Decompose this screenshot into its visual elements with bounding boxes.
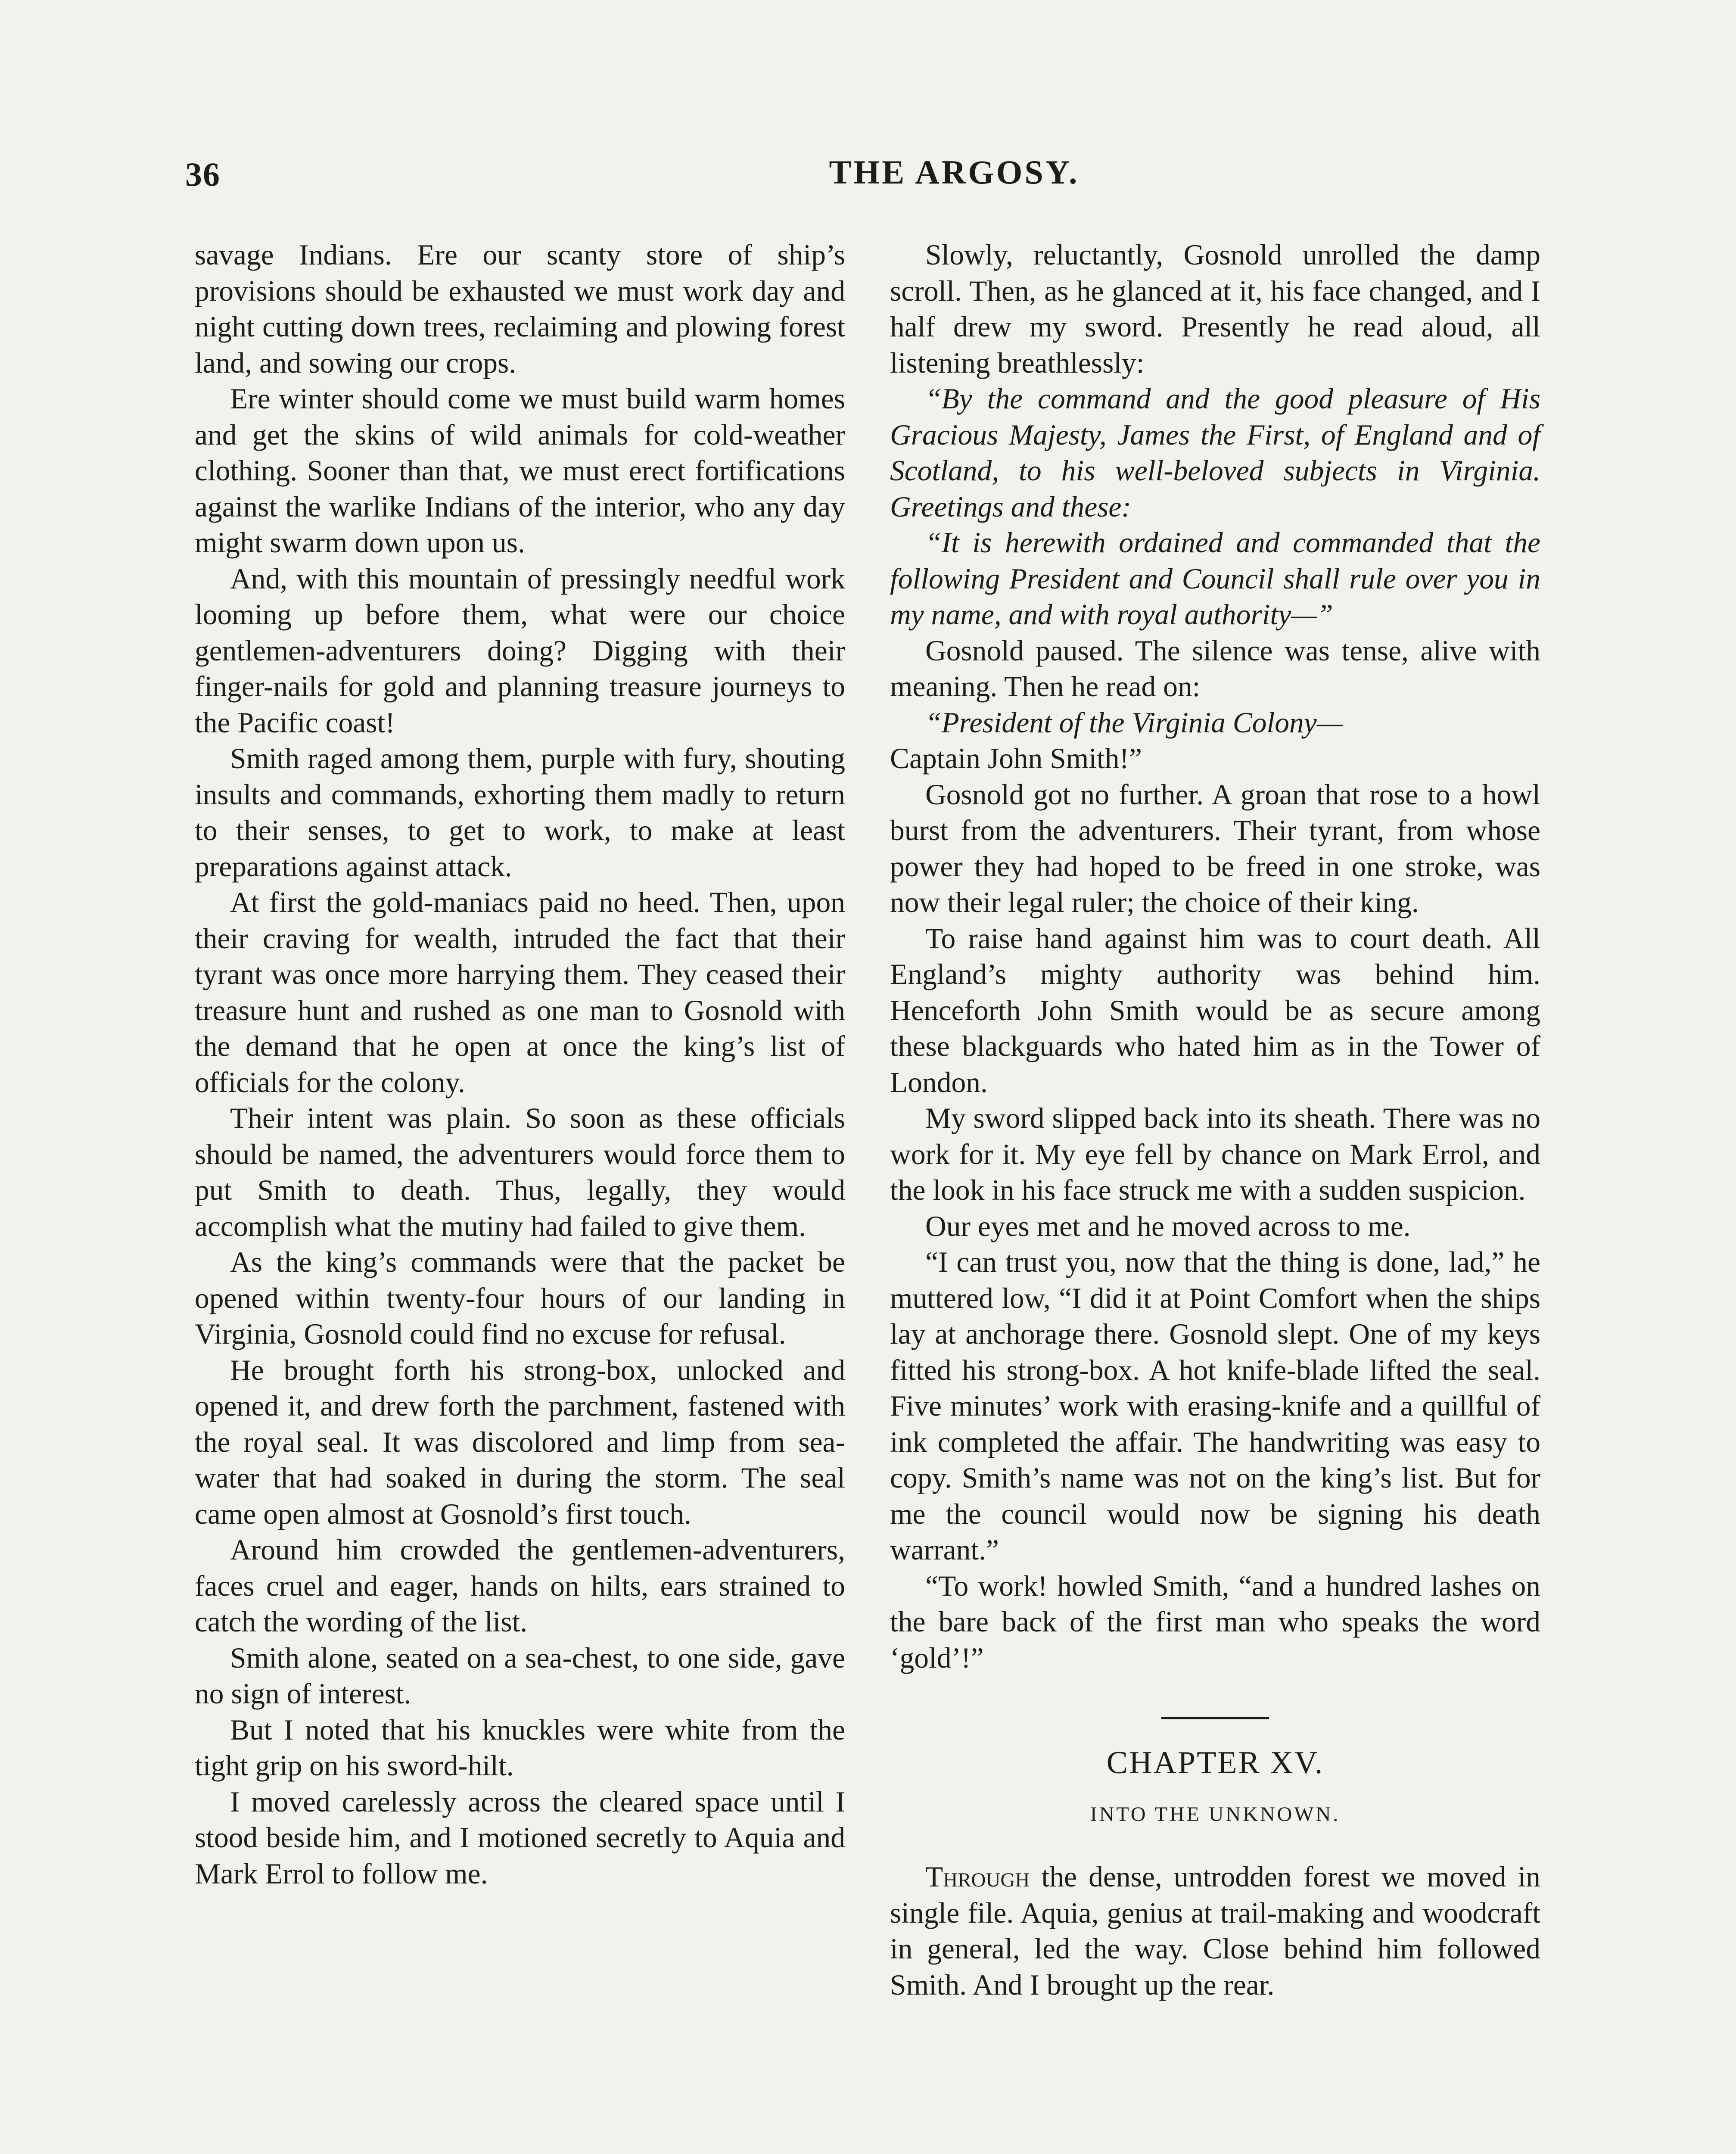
paragraph: My sword slipped back into its sheath. There was no work for it. My eye fell by chance on Mark Errol, and the look in his face struck me with a sudden suspicion. <box>890 1102 1540 1206</box>
paragraph: savage Indians. Ere our scanty store of ship’s provisions should be exhausted we must work day and night cutting down trees, reclaiming and plowing forest land, and sowing our crops. <box>195 239 845 379</box>
chapter-opening-text: the dense, untrodden forest we moved in single file. Aquia, genius at trail-making and woodcraft in general, led the way. Close behind him followed Smith. And I brought up the rear. <box>890 1861 1540 2001</box>
paragraph: “To work! howled Smith, “and a hundred lashes on the bare back of the first man who speaks the word ‘gold’!” <box>890 1569 1540 1674</box>
paragraph: Gosnold got no further. A groan that rose to a howl burst from the adventurers. Their tyrant, from whose power they had hoped to be freed in one stroke, was now their legal ruler; the choice of their king. <box>890 778 1540 918</box>
paragraph: I moved carelessly across the cleared space until I stood beside him, and I motioned secretly to Aquia and Mark Errol to follow me. <box>195 1785 845 1890</box>
paragraph: And, with this mountain of pressingly needful work looming up before them, what were our choice gentlemen-adventurers doing? Digging with their finger-nails for gold and planning treasure journeys to the Pacific coast! <box>195 562 845 739</box>
proclamation-paragraph: “It is herewith ordained and commanded that the following President and Council shall rule over you in my name, and with royal authority—” <box>890 526 1540 631</box>
paragraph: Around him crowded the gentlemen-adventurers, faces cruel and eager, hands on hilts, ears strained to catch the wording of the list. <box>195 1534 845 1638</box>
paragraph: To raise hand against him was to court death. All England’s mighty authority was behind him. Henceforth John Smith would be as secure among these blackguards who hated him as in the Tower of London. <box>890 922 1540 1099</box>
chapter-heading: CHAPTER XV. <box>1106 1745 1324 1780</box>
paragraph: “I can trust you, now that the thing is done, lad,” he muttered low, “I did it at Point Comfort when the ships lay at anchorage there. Gosnold slept. One of my keys fitted his strong-box. A hot knife-blade lifted the seal. Five minutes’ work with erasing-knife and a quillful of ink completed the affair. The handwriting was easy to copy. Smith’s name was not on the king’s list. But for me the council would now be signing his death warrant.” <box>890 1246 1540 1566</box>
chapter-subtitle: INTO THE UNKNOWN. <box>1090 1802 1341 1826</box>
paragraph: He brought forth his strong-box, unlocked and opened it, and drew forth the parchment, fastened with the royal seal. It was discolored and limp from sea-water that had soaked in during the storm. The seal came open almost at Gosnold’s first touch. <box>195 1354 845 1530</box>
page-number: 36 <box>185 156 221 193</box>
paragraph: As the king’s commands were that the packet be opened within twenty-four hours of our landing in Virginia, Gosnold could find no excuse for refusal. <box>195 1246 845 1350</box>
left-column <box>195 237 845 1892</box>
paragraph: Our eyes met and he moved across to me. <box>925 1210 1411 1242</box>
paragraph: Smith raged among them, purple with fury, shouting insults and commands, exhorting them madly to return to their senses, to get to work, to make at least preparations against attack. <box>195 742 845 883</box>
paragraph: Captain John Smith!” <box>890 742 1142 775</box>
proclamation-paragraph: “President of the Virginia Colony— <box>925 706 1343 739</box>
running-title: THE ARGOSY. <box>829 153 1080 191</box>
proclamation-paragraph: “By the command and the good pleasure of His Gracious Majesty, James the First, of England and of Scotland, to his well-beloved subjects in Virginia. Greetings and these: <box>890 383 1540 523</box>
chapter-opening-paragraph <box>890 1859 1540 2003</box>
chapter-lead-word: Through <box>925 1861 1030 1893</box>
paragraph: Gosnold paused. The silence was tense, alive with meaning. Then he read on: <box>890 634 1540 703</box>
paragraph: At first the gold-maniacs paid no heed. Then, upon their craving for wealth, intruded the fact that their tyrant was once more harrying them. They ceased their treasure hunt and rushed as one man to Gosnold with the demand that he open at once the king’s list of officials for the colony. <box>195 886 845 1099</box>
right-column <box>890 237 1540 2003</box>
paragraph: Ere winter should come we must build warm homes and get the skins of wild animals for cold-weather clothing. Sooner than that, we must erect fortifications against the warlike Indians of the interior, who any day might swarm down upon us. <box>195 383 845 559</box>
paragraph: Slowly, reluctantly, Gosnold unrolled the damp scroll. Then, as he glanced at it, his face changed, and I half drew my sword. Presently he read aloud, all listening breathlessly: <box>890 239 1540 379</box>
paragraph: Smith alone, seated on a sea-chest, to one side, gave no sign of interest. <box>195 1641 845 1710</box>
paragraph: But I noted that his knuckles were white from the tight grip on his sword-hilt. <box>195 1713 845 1782</box>
paragraph: Their intent was plain. So soon as these officials should be named, the adventurers would force them to put Smith to death. Thus, legally, they would accomplish what the mutiny had failed to give them. <box>195 1102 845 1242</box>
chapter-divider-rule <box>1161 1717 1269 1719</box>
